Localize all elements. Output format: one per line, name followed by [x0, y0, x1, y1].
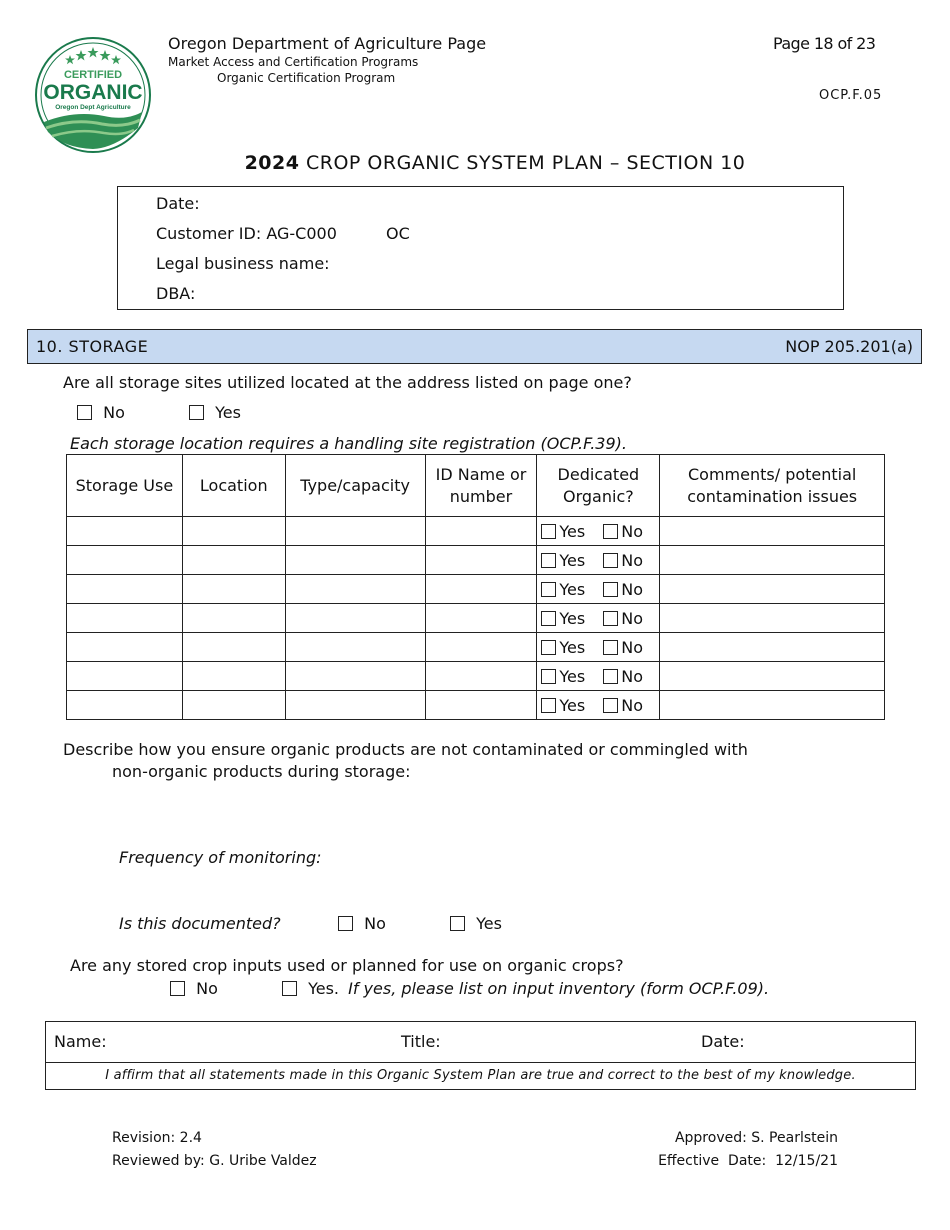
approved-by-label: Approved: S. Pearlstein [674, 1130, 838, 1146]
section-title: 10. STORAGE [36, 337, 149, 356]
yes-checkbox[interactable] [541, 524, 556, 539]
type-capacity-cell[interactable] [285, 633, 425, 662]
table-row [67, 546, 885, 575]
customer-id-row [156, 224, 410, 243]
no-label: No [196, 979, 218, 998]
no-label: No [621, 666, 643, 686]
crop-inputs-yes-option[interactable] [282, 979, 769, 998]
table-row [67, 662, 885, 691]
form-code: OCP.F.05 [819, 88, 883, 103]
no-checkbox[interactable] [603, 611, 618, 626]
yes-checkbox[interactable] [541, 582, 556, 597]
effective-date-label: Effective Date: 12/15/21 [658, 1153, 838, 1169]
no-checkbox[interactable] [603, 524, 618, 539]
comments-cell[interactable] [660, 546, 885, 575]
yes-label: Yes [559, 666, 586, 686]
comments-cell[interactable] [660, 517, 885, 546]
program-line-2: Organic Certification Program [217, 71, 396, 85]
storage-address-no-option[interactable] [77, 403, 125, 422]
reviewed-by-label: Reviewed by: G. Uribe Valdez [112, 1153, 317, 1169]
yes-label: Yes [559, 521, 586, 541]
col-dedicated-organic: Dedicated Organic? [537, 455, 660, 517]
no-label: No [364, 914, 386, 933]
yes-label: Yes [559, 695, 586, 715]
svg-text:ORGANIC: ORGANIC [43, 81, 143, 104]
no-label: No [621, 608, 643, 628]
storage-table [66, 454, 885, 720]
id-name-cell[interactable] [425, 633, 537, 662]
location-cell[interactable] [182, 662, 285, 691]
certified-organic-logo [34, 36, 152, 154]
yes-checkbox[interactable] [541, 611, 556, 626]
yes-checkbox[interactable] [541, 640, 556, 655]
comments-cell[interactable] [660, 575, 885, 604]
crop-inputs-no-option[interactable] [170, 979, 218, 998]
section-reference: NOP 205.201(a) [785, 337, 913, 356]
date-field-label: Date: [701, 1032, 745, 1051]
divider [46, 1062, 915, 1063]
yes-label: Yes [559, 608, 586, 628]
yes-label: Yes. [308, 979, 340, 998]
page-title [0, 152, 950, 174]
yes-checkbox[interactable] [541, 553, 556, 568]
storage-use-cell[interactable] [67, 691, 183, 720]
location-cell[interactable] [182, 517, 285, 546]
page-number: Page 18 of 23 [773, 34, 876, 53]
dedicated-organic-cell [537, 662, 660, 691]
type-capacity-cell[interactable] [285, 691, 425, 720]
yes-label: Yes [559, 550, 586, 570]
dedicated-organic-cell [537, 633, 660, 662]
checkbox[interactable] [338, 916, 353, 931]
storage-address-question: Are all storage sites utilized located at the address listed on page one? [63, 373, 632, 392]
comments-cell[interactable] [660, 633, 885, 662]
site-registration-note: Each storage location requires a handling site registration (OCP.F.39). [70, 434, 627, 453]
col-id-name: ID Name or number [425, 455, 537, 517]
dedicated-organic-cell [537, 546, 660, 575]
id-name-cell[interactable] [425, 662, 537, 691]
table-header-row [67, 455, 885, 517]
dedicated-organic-cell [537, 575, 660, 604]
checkbox[interactable] [282, 981, 297, 996]
location-cell[interactable] [182, 691, 285, 720]
customer-info-box [117, 186, 844, 310]
checkbox[interactable] [450, 916, 465, 931]
yes-label: Yes [215, 403, 241, 422]
documented-label: Is this documented? [119, 914, 281, 933]
checkbox[interactable] [189, 405, 204, 420]
dedicated-organic-cell [537, 604, 660, 633]
id-name-cell[interactable] [425, 517, 537, 546]
col-storage-use: Storage Use [67, 455, 183, 517]
no-label: No [621, 637, 643, 657]
type-capacity-cell[interactable] [285, 517, 425, 546]
program-line-1: Market Access and Certification Programs [168, 55, 419, 69]
revision-label: Revision: 2.4 [112, 1130, 202, 1146]
yes-checkbox[interactable] [541, 698, 556, 713]
signature-box [45, 1021, 916, 1090]
comments-cell[interactable] [660, 604, 885, 633]
storage-use-cell[interactable] [67, 633, 183, 662]
svg-text:CERTIFIED: CERTIFIED [63, 69, 123, 81]
certified-organic-seal-icon [34, 36, 152, 154]
yes-label: Yes [476, 914, 502, 933]
title-year: 2024 [244, 152, 300, 174]
no-label: No [621, 695, 643, 715]
no-checkbox[interactable] [603, 553, 618, 568]
table-row [67, 575, 885, 604]
title-text: CROP ORGANIC SYSTEM PLAN – SECTION 10 [299, 152, 746, 174]
table-row [67, 517, 885, 546]
type-capacity-cell[interactable] [285, 662, 425, 691]
location-cell[interactable] [182, 604, 285, 633]
comments-cell[interactable] [660, 662, 885, 691]
table-row [67, 604, 885, 633]
storage-use-cell[interactable] [67, 517, 183, 546]
id-name-cell[interactable] [425, 691, 537, 720]
no-checkbox[interactable] [603, 640, 618, 655]
customer-id-label: Customer ID: AG-C000 [156, 224, 337, 243]
affirmation-statement: I affirm that all statements made in this Organic System Plan are true and correct to the best of my knowledge. [105, 1068, 856, 1083]
no-label: No [621, 550, 643, 570]
svg-text:Oregon Dept Agriculture: Oregon Dept Agriculture [55, 104, 131, 111]
col-location: Location [182, 455, 285, 517]
checkbox[interactable] [170, 981, 185, 996]
table-row [67, 691, 885, 720]
documented-yes-option[interactable] [450, 914, 502, 933]
col-comments: Comments/ potential contamination issues [660, 455, 885, 517]
type-capacity-cell[interactable] [285, 575, 425, 604]
department-name: Oregon Department of Agriculture Page [168, 34, 487, 53]
dedicated-organic-cell [537, 691, 660, 720]
storage-use-cell[interactable] [67, 575, 183, 604]
location-cell[interactable] [182, 575, 285, 604]
no-label: No [621, 579, 643, 599]
documented-no-option[interactable] [338, 914, 386, 933]
id-name-cell[interactable] [425, 604, 537, 633]
id-name-cell[interactable] [425, 575, 537, 604]
yes-label: Yes [559, 579, 586, 599]
date-label: Date: [156, 194, 200, 213]
section-header [27, 329, 922, 364]
contamination-question-line1: Describe how you ensure organic products are not contaminated or commingled with [63, 740, 748, 759]
id-name-cell[interactable] [425, 546, 537, 575]
frequency-label: Frequency of monitoring: [119, 848, 322, 867]
yes-label: Yes [559, 637, 586, 657]
input-inventory-note: If yes, please list on input inventory (form OCP.F.09). [348, 979, 770, 998]
type-capacity-cell[interactable] [285, 604, 425, 633]
col-type-capacity: Type/capacity [285, 455, 425, 517]
no-checkbox[interactable] [603, 698, 618, 713]
no-checkbox[interactable] [603, 582, 618, 597]
dba-label: DBA: [156, 284, 196, 303]
title-field-label: Title: [401, 1032, 441, 1051]
storage-use-cell[interactable] [67, 662, 183, 691]
checkbox[interactable] [77, 405, 92, 420]
table-row [67, 633, 885, 662]
legal-name-label: Legal business name: [156, 254, 330, 273]
name-field-label: Name: [54, 1032, 107, 1051]
no-label: No [621, 521, 643, 541]
yes-checkbox[interactable] [541, 669, 556, 684]
no-label: No [103, 403, 125, 422]
crop-inputs-question: Are any stored crop inputs used or planned for use on organic crops? [70, 956, 624, 975]
storage-address-yes-option[interactable] [189, 403, 241, 422]
location-cell[interactable] [182, 633, 285, 662]
comments-cell[interactable] [660, 691, 885, 720]
no-checkbox[interactable] [603, 669, 618, 684]
storage-use-cell[interactable] [67, 604, 183, 633]
contamination-question-line2: non-organic products during storage: [112, 762, 411, 781]
type-capacity-cell[interactable] [285, 546, 425, 575]
customer-id-suffix: OC [385, 224, 410, 243]
location-cell[interactable] [182, 546, 285, 575]
dedicated-organic-cell [537, 517, 660, 546]
storage-use-cell[interactable] [67, 546, 183, 575]
